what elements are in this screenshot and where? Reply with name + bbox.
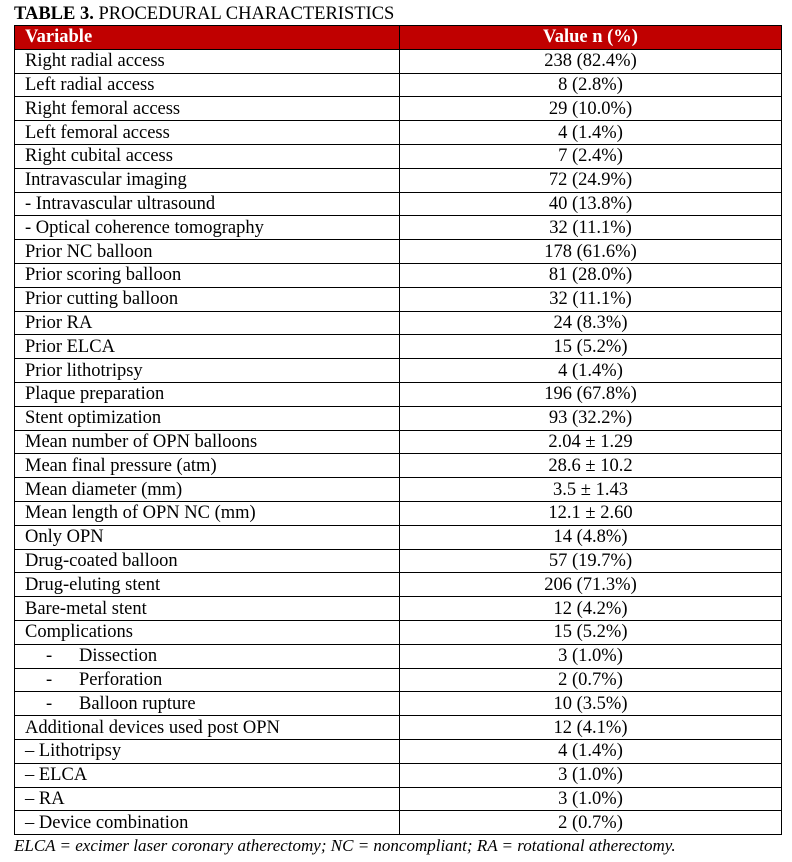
variable-cell: – Device combination bbox=[15, 811, 400, 835]
value-cell: 8 (2.8%) bbox=[400, 73, 782, 97]
table-row bbox=[15, 525, 782, 549]
value-cell: 3 (1.0%) bbox=[400, 644, 782, 668]
value-cell: 93 (32.2%) bbox=[400, 406, 782, 430]
value-cell: 28.6 ± 10.2 bbox=[400, 454, 782, 478]
value-cell: 3 (1.0%) bbox=[400, 787, 782, 811]
variable-cell bbox=[15, 692, 400, 716]
table-row bbox=[15, 97, 782, 121]
variable-cell: Complications bbox=[15, 620, 400, 644]
table-row bbox=[15, 73, 782, 97]
variable-cell: Left radial access bbox=[15, 73, 400, 97]
table-row bbox=[15, 311, 782, 335]
table-row bbox=[15, 359, 782, 383]
table-row bbox=[15, 192, 782, 216]
variable-cell: Right femoral access bbox=[15, 97, 400, 121]
variable-cell: Right cubital access bbox=[15, 144, 400, 168]
variable-cell: Prior scoring balloon bbox=[15, 263, 400, 287]
table-row bbox=[15, 478, 782, 502]
table-row bbox=[15, 716, 782, 740]
table-row bbox=[15, 739, 782, 763]
value-cell: 40 (13.8%) bbox=[400, 192, 782, 216]
variable-cell: - Intravascular ultrasound bbox=[15, 192, 400, 216]
variable-cell: Prior RA bbox=[15, 311, 400, 335]
value-cell: 7 (2.4%) bbox=[400, 144, 782, 168]
value-cell: 178 (61.6%) bbox=[400, 240, 782, 264]
variable-cell: Bare-metal stent bbox=[15, 597, 400, 621]
variable-label: Dissection bbox=[79, 646, 158, 667]
variable-cell: Mean final pressure (atm) bbox=[15, 454, 400, 478]
value-cell: 3 (1.0%) bbox=[400, 763, 782, 787]
variable-cell: Mean diameter (mm) bbox=[15, 478, 400, 502]
table-title-number: TABLE 3. bbox=[14, 4, 94, 24]
table-row bbox=[15, 501, 782, 525]
table-row bbox=[15, 430, 782, 454]
table-row bbox=[15, 406, 782, 430]
value-cell: 4 (1.4%) bbox=[400, 359, 782, 383]
variable-cell: Right radial access bbox=[15, 49, 400, 73]
column-header-value: Value n (%) bbox=[400, 26, 782, 50]
table-body bbox=[15, 49, 782, 834]
variable-cell: Only OPN bbox=[15, 525, 400, 549]
value-cell: 12 (4.1%) bbox=[400, 716, 782, 740]
table-figure bbox=[14, 3, 782, 857]
table-row bbox=[15, 620, 782, 644]
list-dash: - bbox=[46, 693, 53, 714]
value-cell: 12 (4.2%) bbox=[400, 597, 782, 621]
table-title-text: PROCEDURAL CHARACTERISTICS bbox=[93, 4, 395, 24]
value-cell: 10 (3.5%) bbox=[400, 692, 782, 716]
list-dash: - bbox=[46, 646, 53, 667]
variable-cell: Prior ELCA bbox=[15, 335, 400, 359]
value-cell: 2 (0.7%) bbox=[400, 811, 782, 835]
table-row bbox=[15, 144, 782, 168]
value-cell: 238 (82.4%) bbox=[400, 49, 782, 73]
value-cell: 4 (1.4%) bbox=[400, 739, 782, 763]
variable-cell: Intravascular imaging bbox=[15, 168, 400, 192]
procedural-characteristics-table bbox=[14, 25, 782, 835]
table-row bbox=[15, 168, 782, 192]
value-cell: 2.04 ± 1.29 bbox=[400, 430, 782, 454]
value-cell: 32 (11.1%) bbox=[400, 287, 782, 311]
table-row bbox=[15, 263, 782, 287]
table-row bbox=[15, 240, 782, 264]
table-row bbox=[15, 573, 782, 597]
variable-cell: Plaque preparation bbox=[15, 382, 400, 406]
value-cell: 32 (11.1%) bbox=[400, 216, 782, 240]
variable-cell: – ELCA bbox=[15, 763, 400, 787]
value-cell: 206 (71.3%) bbox=[400, 573, 782, 597]
table-row bbox=[15, 454, 782, 478]
variable-cell: Drug-coated balloon bbox=[15, 549, 400, 573]
value-cell: 81 (28.0%) bbox=[400, 263, 782, 287]
variable-cell: Prior lithotripsy bbox=[15, 359, 400, 383]
value-cell: 24 (8.3%) bbox=[400, 311, 782, 335]
value-cell: 2 (0.7%) bbox=[400, 668, 782, 692]
table-row bbox=[15, 644, 782, 668]
variable-cell: Mean number of OPN balloons bbox=[15, 430, 400, 454]
value-cell: 72 (24.9%) bbox=[400, 168, 782, 192]
table-row bbox=[15, 382, 782, 406]
variable-cell: Left femoral access bbox=[15, 121, 400, 145]
value-cell: 57 (19.7%) bbox=[400, 549, 782, 573]
value-cell: 14 (4.8%) bbox=[400, 525, 782, 549]
variable-cell: Additional devices used post OPN bbox=[15, 716, 400, 740]
table-title bbox=[14, 3, 782, 25]
value-cell: 29 (10.0%) bbox=[400, 97, 782, 121]
variable-cell: - Optical coherence tomography bbox=[15, 216, 400, 240]
value-cell: 4 (1.4%) bbox=[400, 121, 782, 145]
table-header-row bbox=[15, 26, 782, 50]
table-row bbox=[15, 811, 782, 835]
value-cell: 12.1 ± 2.60 bbox=[400, 501, 782, 525]
variable-cell bbox=[15, 668, 400, 692]
variable-label: Perforation bbox=[79, 669, 163, 690]
variable-cell: Prior NC balloon bbox=[15, 240, 400, 264]
value-cell: 15 (5.2%) bbox=[400, 620, 782, 644]
table-footnote: ELCA = excimer laser coronary atherectomy; NC = noncompliant; RA = rotational atherectomy. bbox=[14, 836, 676, 856]
table-row bbox=[15, 787, 782, 811]
table-row bbox=[15, 597, 782, 621]
variable-cell: – Lithotripsy bbox=[15, 739, 400, 763]
value-cell: 15 (5.2%) bbox=[400, 335, 782, 359]
table-row bbox=[15, 668, 782, 692]
table-row bbox=[15, 49, 782, 73]
table-row bbox=[15, 335, 782, 359]
variable-cell: Stent optimization bbox=[15, 406, 400, 430]
value-cell: 3.5 ± 1.43 bbox=[400, 478, 782, 502]
table-row bbox=[15, 216, 782, 240]
variable-label: Balloon rupture bbox=[79, 693, 196, 714]
variable-cell bbox=[15, 644, 400, 668]
list-dash: - bbox=[46, 669, 53, 690]
table-row bbox=[15, 549, 782, 573]
table-row bbox=[15, 287, 782, 311]
column-header-variable: Variable bbox=[15, 26, 400, 50]
variable-cell: Prior cutting balloon bbox=[15, 287, 400, 311]
table-row bbox=[15, 692, 782, 716]
value-cell: 196 (67.8%) bbox=[400, 382, 782, 406]
table-row bbox=[15, 121, 782, 145]
variable-cell: Mean length of OPN NC (mm) bbox=[15, 501, 400, 525]
variable-cell: Drug-eluting stent bbox=[15, 573, 400, 597]
variable-cell: – RA bbox=[15, 787, 400, 811]
table-row bbox=[15, 763, 782, 787]
